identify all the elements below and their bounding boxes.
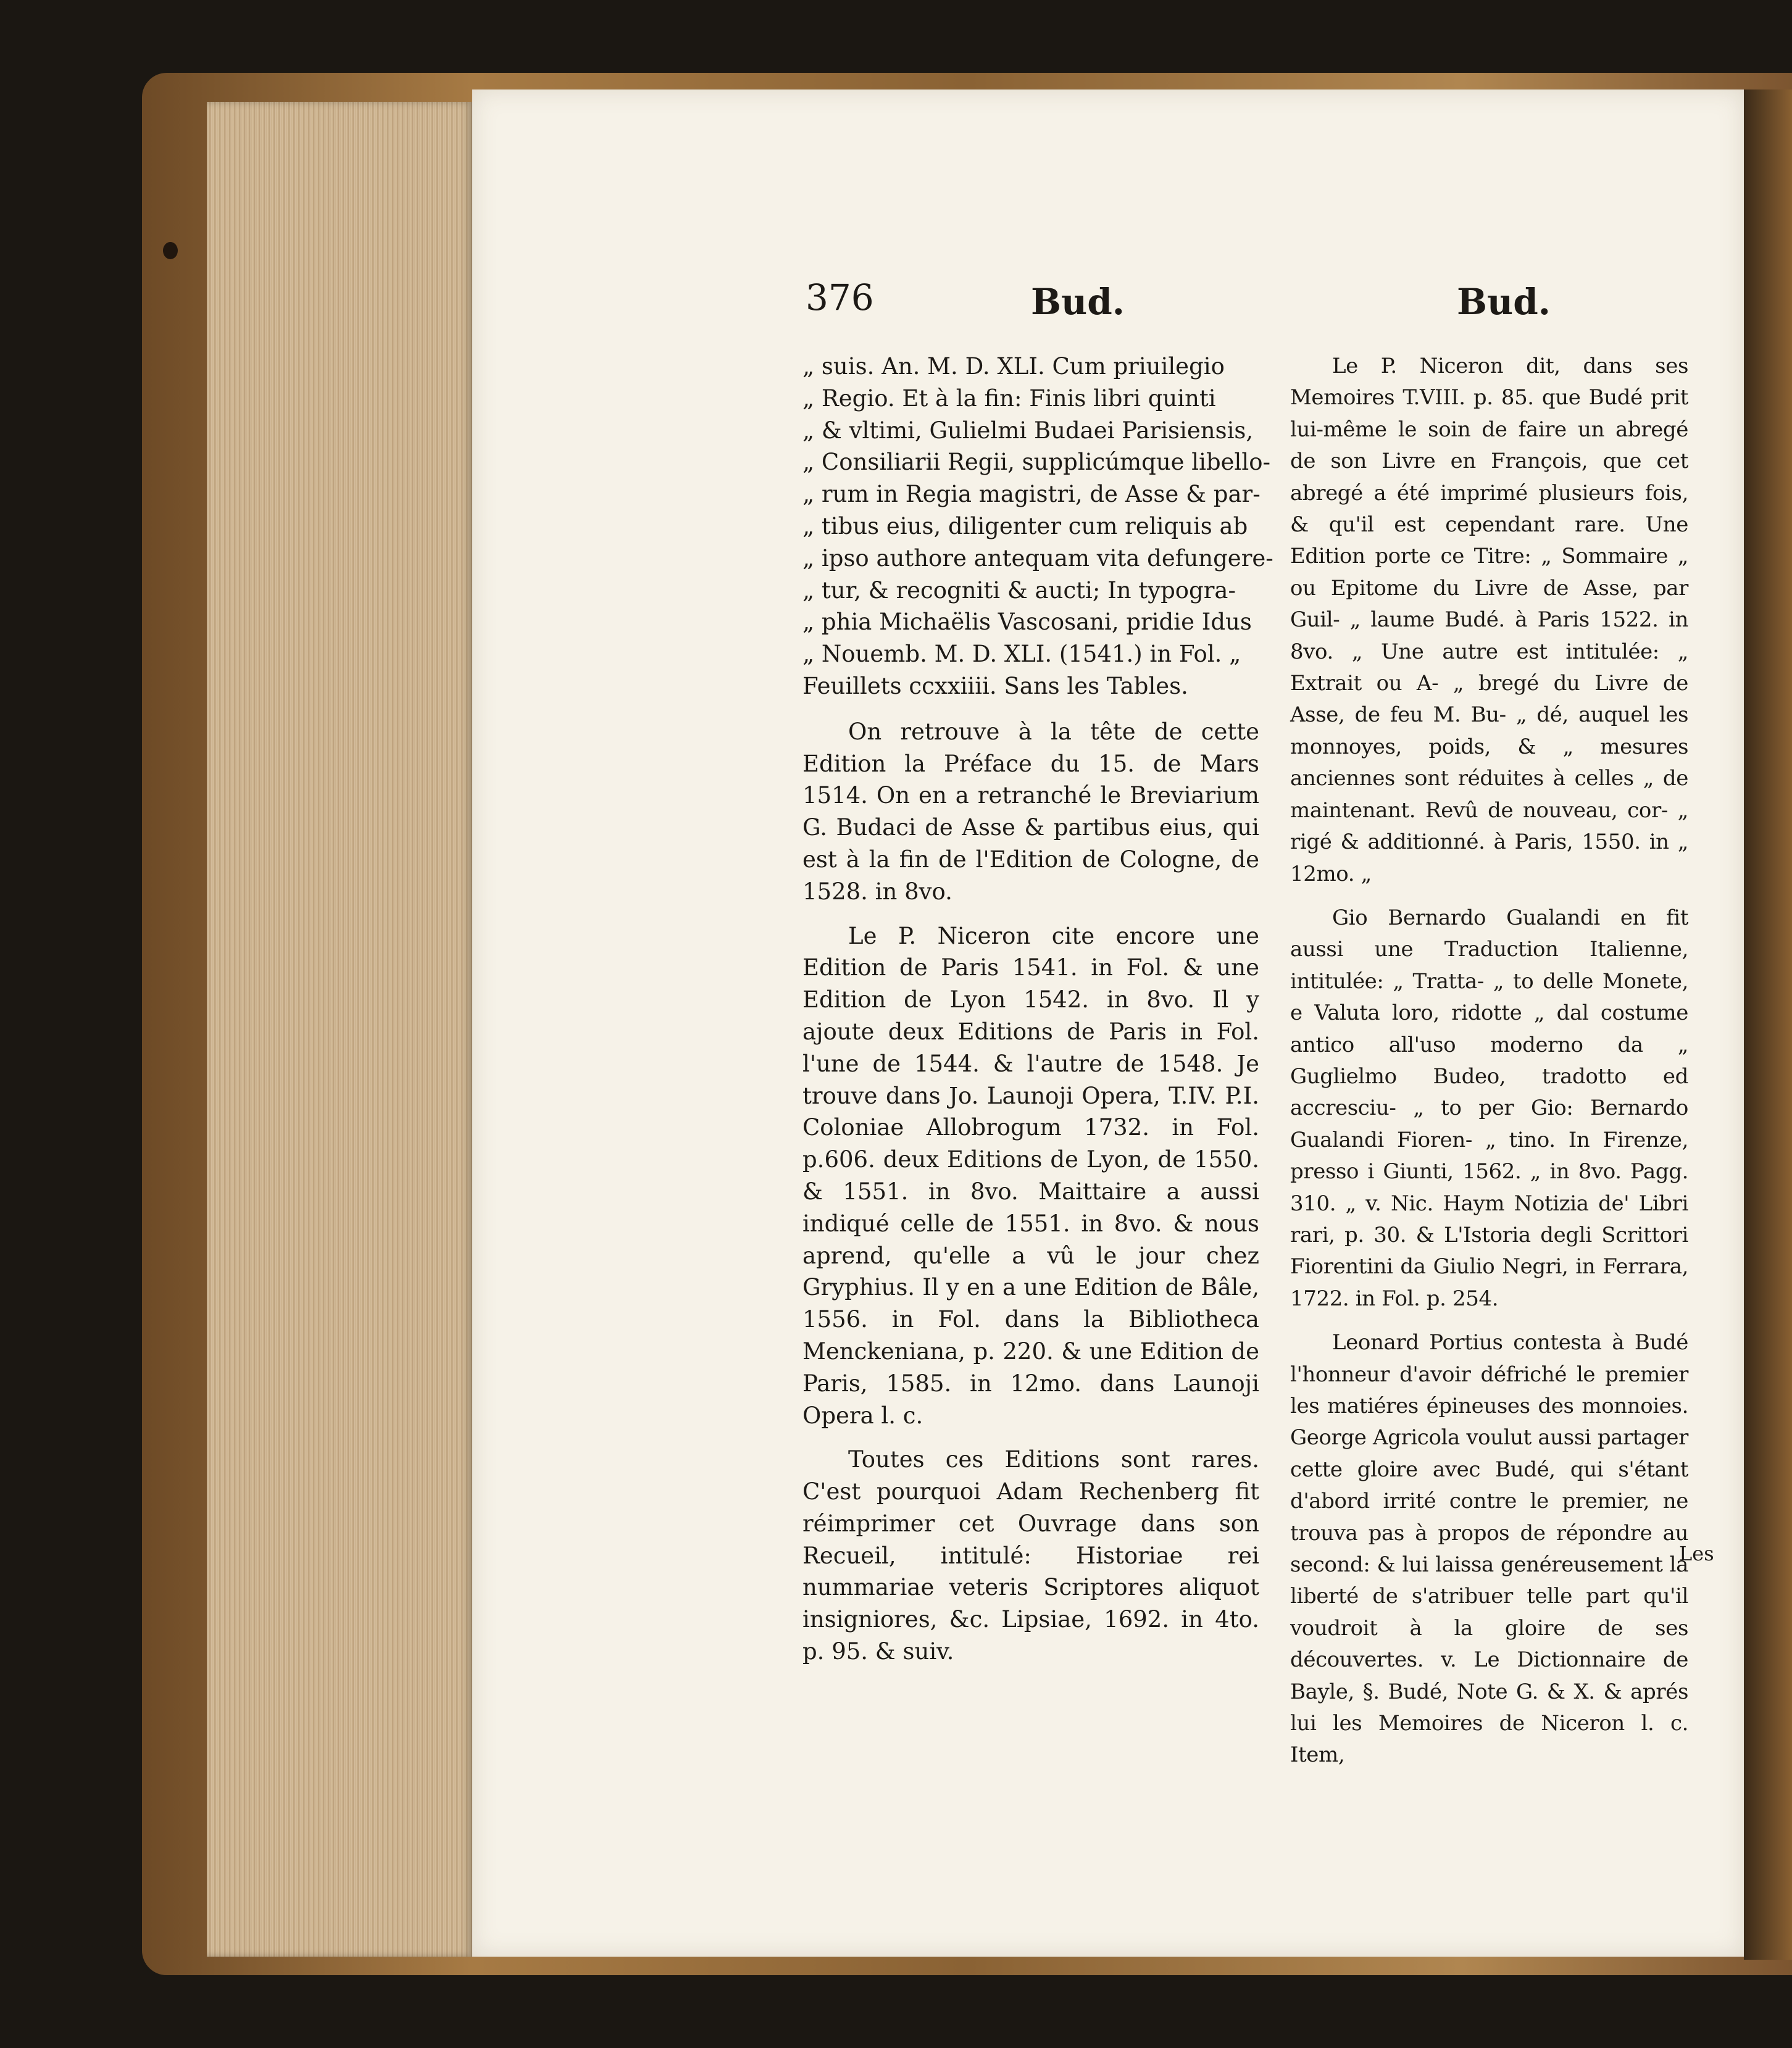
quote-line: „ & vltimi, Gulielmi Budaei Parisiensis, [802,417,1254,444]
quote-line: Feuillets ccxxiiii. Sans les Tables. [802,672,1188,699]
quote-line: „ suis. An. M. D. XLI. Cum priuilegio [802,353,1225,380]
paragraph: Gio Bernardo Gualandi en fit aussi une Traduction Italienne, intitulée: „ Tratta- „ to delle Monete, e Valuta loro, ridotte „ dal costume antico all'uso moderno da „ Guglielmo Budeo, tradotto ed accresciu- „ to per Gio: Bernardo Gualandi Fioren- „ tino. In Firenze, presso i Giunti, 1562. „ in 8vo. Pagg. 310. „ v. Nic. Haym Notizia de' Libri rari, p. 30. & L'Istoria degli Scrittori Fiorentini da Giulio Negri, in Ferrara, 1722. in Fol. p. 254. [1290,905,1688,1311]
paragraph: Leonard Portius contesta à Budé l'honneur d'avoir défriché le premier les matiéres épineuses des monnoies. George Agricola voulut aussi partager cette gloire avec Budé, qui s'étant d'abord irrité contre le premier, ne trouva pas à propos de répondre au second: & lui laissa genéreusement la liberté de s'atribuer telle part qu'il voudroit à la gloire de ses découvertes. v. Le Dictionnaire de Bayle, §. Budé, Note G. & X. & aprés lui les Memoires de Niceron l. c. Item, [1290,1330,1688,1768]
paragraph: Toutes ces Editions sont rares. C'est pourquoi Adam Rechenberg fit réimprimer cet Ouvrage dans son Recueil, intitulé: Historiae rei nummariae veteris Scriptores aliquot insigniores, &c. Lipsiae, 1692. in 4to. p. 95. & suiv. [802,1446,1259,1665]
right-column [1290,351,1688,1771]
quote-block [802,351,1273,702]
quote-line: „ Nouemb. M. D. XLI. (1541.) in Fol. „ [802,641,1241,668]
catchword: Les [1679,1542,1714,1565]
quote-line: „ Regio. Et à la fin: Finis libri quinti [802,385,1216,412]
quote-line: „ tur, & recogniti & aucti; In typogra- [802,577,1236,604]
right-cover-edge [1744,89,1792,1960]
page-number: 376 [806,277,874,318]
paragraph: On retrouve à la tête de cette Edition la Préface du 15. de Mars 1514. On en a retranché le Breviarium G. Budaci de Asse & partibus eius, qui est à la fin de l'Edition de Cologne, de 1528. in 8vo. [802,718,1259,905]
quote-line: „ ipso authore antequam vita defungere- [802,544,1273,572]
quote-line: „ Consiliarii Regii, supplicúmque libello- [802,449,1270,476]
paragraph: Le P. Niceron cite encore une Edition de Paris 1541. in Fol. & une Edition de Lyon 1542. in 8vo. Il y ajoute deux Editions de Paris in Fol. l'une de 1544. & l'autre de 1548. Je trouve dans Jo. Launoji Opera, T.IV. P.I. Coloniae Allobrogum 1732. in Fol. p.606. deux Editions de Lyon, de 1550. & 1551. in 8vo. Maittaire a aussi indiqué celle de 1551. in 8vo. & nous aprend, qu'elle a vû le jour chez Gryphius. Il y en a une Edition de Bâle, 1556. in Fol. dans la Bibliotheca Menckeniana, p. 220. & une Edition de Paris, 1585. in 12mo. dans Launoji Opera l. c. [802,922,1259,1429]
quote-line: „ rum in Regia magistri, de Asse & par- [802,481,1261,508]
left-column [802,351,1273,1668]
quote-line: „ tibus eius, diligenter cum reliquis ab [802,512,1248,539]
paragraph: Le P. Niceron dit, dans ses Memoires T.VIII. p. 85. que Budé prit lui-même le soin de faire un abregé de son Livre en François, que cet abregé a été imprimé plusieurs fois, & qu'il est cependant rare. Une Edition porte ce Titre: „ Sommaire „ ou Epitome du Livre de Asse, par Guil- „ laume Budé. à Paris 1522. in 8vo. „ Une autre est intitulée: „ Extrait ou A- „ bregé du Livre de Asse, de feu M. Bu- „ dé, auquel les monnoyes, poids, & „ mesures anciennes sont réduites à celles „ de maintenant. Revû de nouveau, cor- „ rigé & additionné. à Paris, 1550. in „ 12mo. „ [1290,354,1688,886]
quote-line: „ phia Michaëlis Vascosani, pridie Idus [802,609,1252,636]
binding-hole [163,242,178,259]
page-edges [207,102,472,1957]
running-head-right: Bud. [1457,281,1551,323]
running-head-left: Bud. [1031,281,1125,323]
